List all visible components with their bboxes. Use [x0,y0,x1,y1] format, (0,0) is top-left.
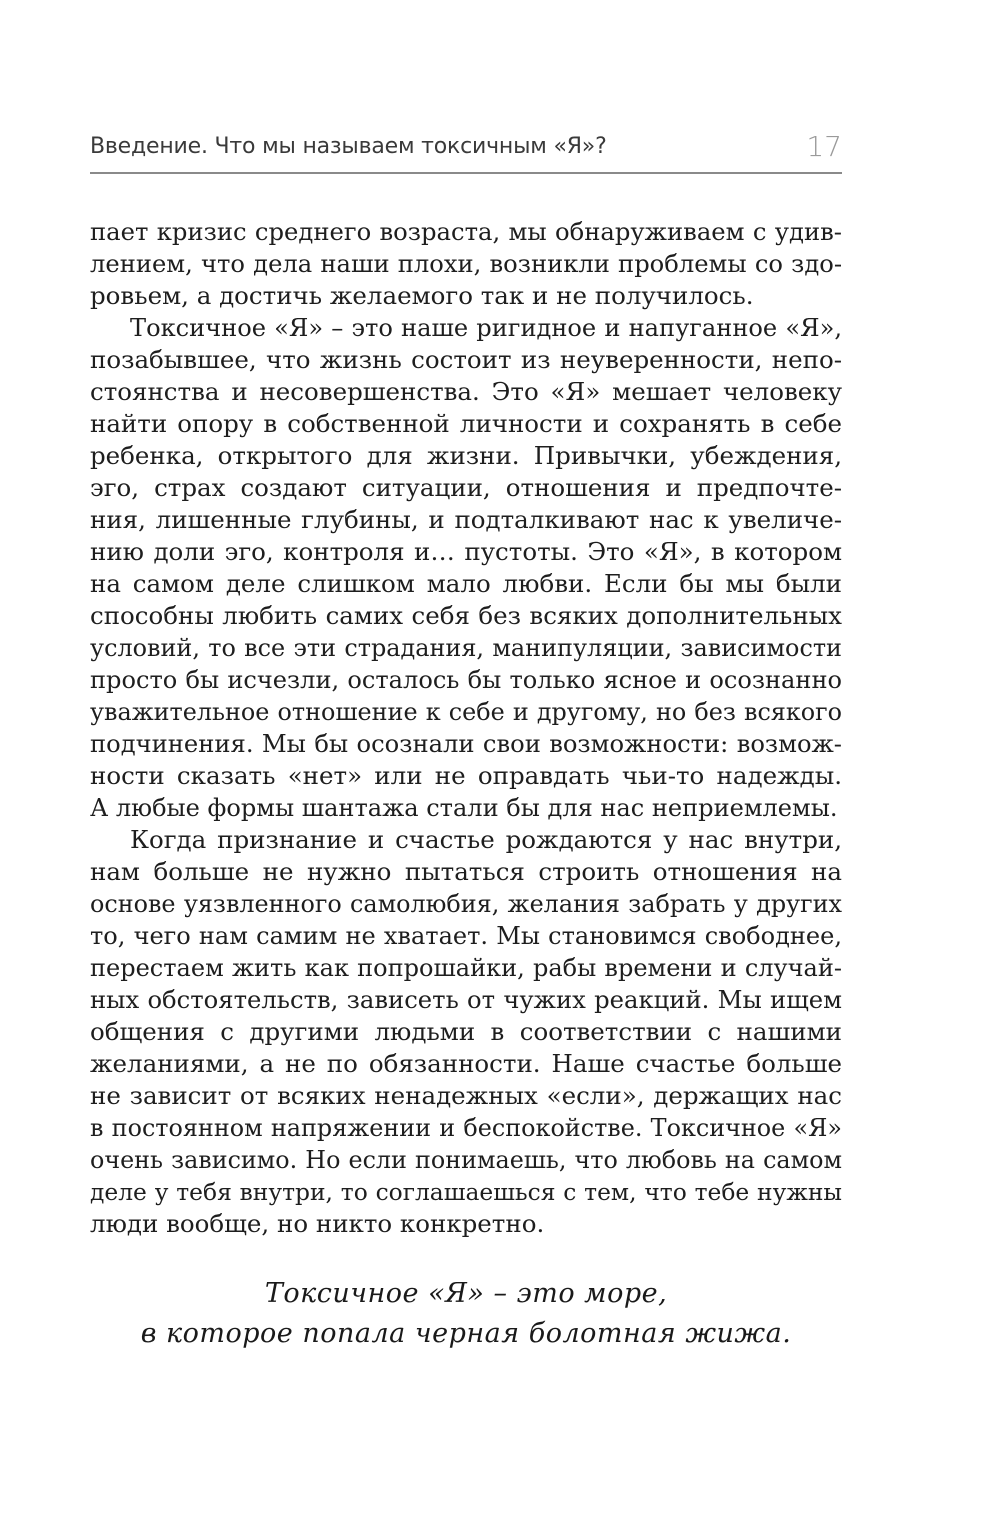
text-line: люди вообще, но никто конкретно. [90,1209,545,1238]
text-line: то, чего нам самим не хватает. Мы становимся свободнее, [90,922,842,950]
text-line: желаниями, а не по обязанности. Наше счастье больше [90,1049,842,1078]
closing-epigraph [90,1274,842,1354]
text-line: Токсичное «Я» – это наше ригидное и напуганное «Я», [130,314,842,342]
running-header [90,128,842,174]
text-line: на самом деле слишком мало любви. Если бы мы были [90,569,842,598]
text-line: условий, то все эти страдания, манипуляции, зависимости [90,634,842,662]
text-line: позабывшее, что жизнь состоит из неуверенности, непо- [90,345,842,374]
text-line: нам больше не нужно пытаться строить отношения на [90,857,842,886]
text-line: стоянства и несовершенства. Это «Я» мешает человеку [90,377,842,406]
text-line: ных обстоятельств, зависеть от чужих реакций. Мы ищем [90,985,842,1014]
text-line: подчинения. Мы бы осознали свои возможности: возмож- [90,730,842,758]
text-line: очень зависимо. Но если понимаешь, что любовь на самом [90,1146,842,1174]
text-line: ровьем, а достичь желаемого так и не получилось. [90,281,754,310]
text-line: лением, что дела наши плохи, возникли проблемы со здо- [90,250,842,278]
text-line: в постоянном напряжении и беспокойстве. Токсичное «Я» [90,1114,842,1142]
text-line: найти опору в собственной личности и сохранять в себе [90,409,842,438]
text-line: просто бы исчезли, осталось бы только ясное и осознанно [90,666,842,694]
text-line: не зависит от всяких ненадежных «если», держащих нас [90,1081,842,1110]
text-line: пает кризис среднего возраста, мы обнаруживаем с удив- [90,217,842,246]
text-line: ребенка, открытого для жизни. Привычки, убеждения, [90,441,842,470]
body-text [90,216,842,1240]
text-line: А любые формы шантажа стали бы для нас неприемлемы. [90,794,838,822]
text-line: способны любить самих себя без всяких дополнительных [90,601,842,630]
chapter-title: Введение. Что мы называем токсичным «Я»? [90,134,607,159]
text-line: ности сказать «нет» или не оправдать чьи-то надежды. [90,761,842,790]
text-line: уважительное отношение к себе и другому, но без всякого [90,698,842,726]
text-line: Когда признание и счастье рождаются у нас внутри, [130,825,842,854]
text-line: нию доли эго, контроля и… пустоты. Это «Я», в котором [90,537,842,566]
text-line: общения с другими людьми в соответствии с нашими [90,1017,842,1046]
text-line: деле у тебя внутри, то соглашаешься с тем, что тебе нужны [90,1178,842,1206]
page-number: 17 [806,130,842,163]
text-line: основе уязвленного самолюбия, желания забрать у других [90,890,842,918]
epigraph-line-1: Токсичное «Я» – это море, [264,1278,668,1309]
epigraph-line-2: в которое попала черная болотная жижа. [140,1318,792,1349]
text-line: перестаем жить как попрошайки, рабы времени и случай- [90,954,842,982]
text-line: ния, лишенные глубины, и подталкивают нас к увеличе- [90,505,842,534]
text-line: эго, страх создают ситуации, отношения и предпочте- [90,473,842,502]
